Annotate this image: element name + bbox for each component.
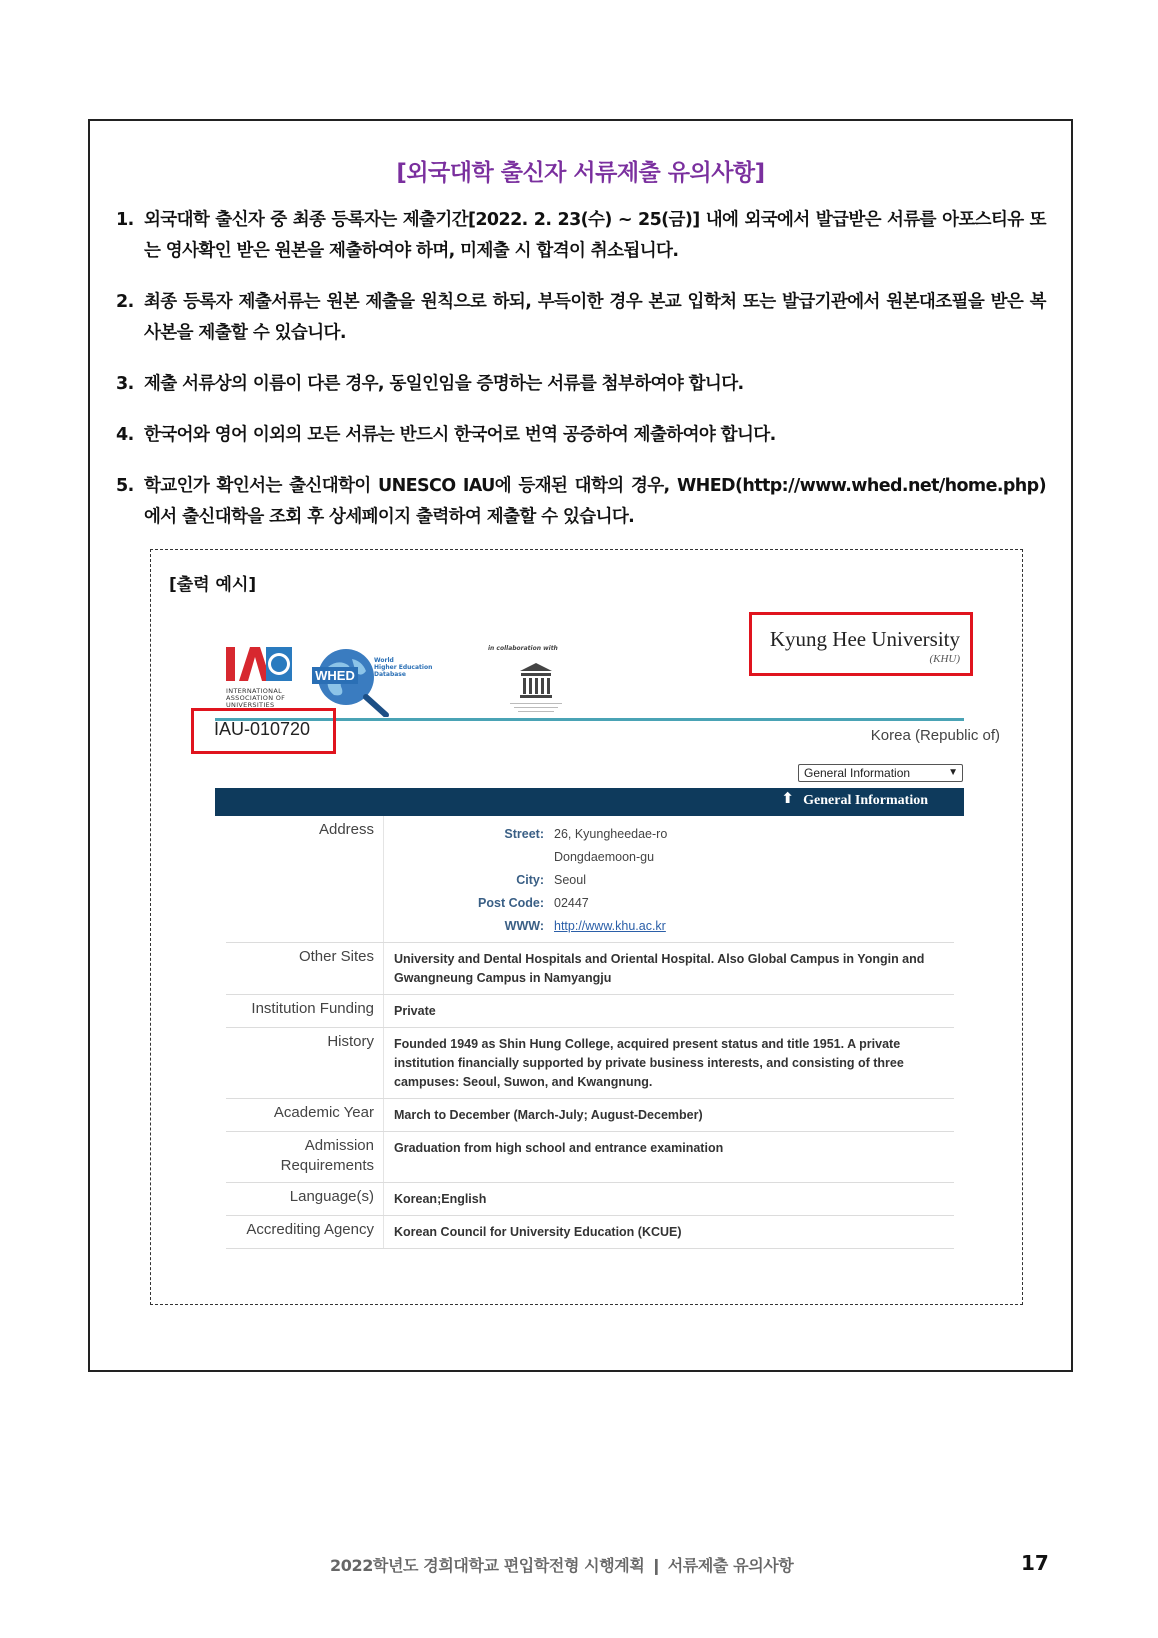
post-code-value: 02447 [554, 896, 589, 910]
whed-sub-line: Database [374, 671, 406, 678]
table-row [226, 1028, 954, 1099]
row-value: Graduation from high school and entrance examination [394, 1141, 724, 1155]
country: Korea (Republic of) [870, 727, 1000, 744]
note-item [116, 369, 1046, 400]
street-value: 26, Kyungheedae-ro [554, 827, 668, 841]
row-label: Admission Requirements [226, 1132, 384, 1182]
row-value: March to December (March-July; August-December) [394, 1108, 703, 1122]
notice-frame [88, 119, 1073, 1372]
note-text: 한국어와 영어 이외의 모든 서류는 반드시 한국어로 번역 공증하여 제출하여야 합니다. [144, 425, 776, 445]
section-header-title: General Information [803, 793, 928, 808]
note-text: 제출 서류상의 이름이 다른 경우, 동일인임을 증명하는 서류를 첨부하여야 합니다. [144, 374, 744, 394]
page-title: [외국대학 출신자 서류제출 유의사항] [396, 160, 765, 186]
row-value: Founded 1949 as Shin Hung College, acquired present status and title 1951. A private institution financially supported by private business interests, and consisting of three campuses: Seoul, Suwon, and Kwangnung. [394, 1037, 904, 1089]
street2-value: Dongdaemoon-gu [554, 850, 655, 864]
footer-text: 2022학년도 경희대학교 편입학전형 시행계획 ❙ 서류제출 유의사항 [330, 1556, 794, 1575]
row-value: Korean Council for University Education (KCUE) [394, 1225, 682, 1239]
iau-id-highlight [191, 708, 336, 754]
row-value: University and Dental Hospitals and Oriental Hospital. Also Global Campus in Yongin and Gwangneung Campus in Namyangju [394, 952, 925, 985]
page-footer [0, 1553, 1158, 1583]
table-row [226, 943, 954, 995]
row-label: Accrediting Agency [226, 1216, 384, 1248]
university-abbr: (KHU) [929, 653, 960, 665]
table-row [226, 1099, 954, 1132]
street-label: Street: [504, 827, 544, 841]
note-item [116, 420, 1046, 451]
chevron-down-icon: ▼ [948, 767, 958, 778]
street-label-blank [394, 848, 544, 867]
iau-logo-icon [226, 645, 294, 685]
note-number: 4. [116, 425, 134, 445]
note-item [116, 287, 1046, 349]
whed-sub-line: Higher Education [374, 664, 433, 671]
table-row [226, 1216, 954, 1249]
row-label: Academic Year [226, 1099, 384, 1131]
table-row [226, 995, 954, 1028]
example-label: [출력 예시] [169, 575, 257, 595]
note-text: 학교인가 확인서는 출신대학이 UNESCO IAU에 등재된 대학의 경우, WHED(http://www.whed.net/home.php)에서 출신대학을 조회 후 상세페이지 출력하여 제출할 수 있습니다. [144, 476, 1046, 527]
output-example [150, 549, 1023, 1305]
post-code-label: Post Code: [478, 896, 544, 910]
row-label: Address [226, 816, 384, 942]
unesco-logo-icon [506, 657, 566, 715]
section-select-value: General Information [804, 766, 911, 780]
row-value: Korean;English [394, 1192, 487, 1206]
row-label: Other Sites [226, 943, 384, 994]
note-text: 외국대학 출신자 중 최종 등록자는 제출기간[2022. 2. 23(수) ~ 25(금)] 내에 외국에서 발급받은 서류를 아포스티유 또는 영사확인 받은 원본을 제출하여야 하며, 미제출 시 합격이 취소됩니다. [144, 210, 1046, 261]
notes-list [116, 205, 1046, 553]
note-item [116, 205, 1046, 267]
university-name: Kyung Hee University [769, 627, 960, 651]
iau-id: IAU-010720 [214, 719, 311, 739]
note-number: 3. [116, 374, 134, 394]
iau-line: ASSOCIATION OF [226, 694, 286, 702]
iau-line: INTERNATIONAL [226, 687, 283, 695]
city-value: Seoul [554, 873, 586, 887]
address-block [394, 823, 954, 936]
city-label: City: [516, 873, 544, 887]
whed-logo-text: WHED [315, 668, 355, 683]
table-row [226, 1132, 954, 1183]
iau-line: UNIVERSITIES [226, 701, 275, 709]
page-number: 17 [1021, 1551, 1049, 1575]
note-number: 5. [116, 476, 134, 496]
info-table [226, 816, 954, 1249]
whed-globe-icon [306, 645, 394, 717]
note-item [116, 471, 1046, 533]
arrow-up-icon[interactable]: ⬆ [781, 789, 794, 807]
row-label: History [226, 1028, 384, 1098]
row-value: Private [394, 1004, 436, 1018]
collaboration-text: in collaboration with [488, 645, 558, 652]
section-header-bar [215, 788, 964, 816]
row-label: Language(s) [226, 1183, 384, 1215]
whed-subtitle [374, 657, 432, 678]
note-number: 2. [116, 292, 134, 312]
note-text: 최종 등록자 제출서류는 원본 제출을 원칙으로 하되, 부득이한 경우 본교 입학처 또는 발급기관에서 원본대조필을 받은 복사본을 제출할 수 있습니다. [144, 292, 1046, 343]
university-name-highlight [749, 612, 973, 676]
table-row [226, 816, 954, 943]
whed-sub-line: World [374, 657, 394, 664]
iau-logo-text [226, 688, 285, 709]
section-select[interactable] [798, 764, 963, 782]
table-row [226, 1183, 954, 1216]
note-number: 1. [116, 210, 134, 230]
row-label: Institution Funding [226, 995, 384, 1027]
row-value [384, 816, 954, 942]
www-link[interactable]: http://www.khu.ac.kr [554, 919, 666, 933]
www-label: WWW: [504, 919, 544, 933]
